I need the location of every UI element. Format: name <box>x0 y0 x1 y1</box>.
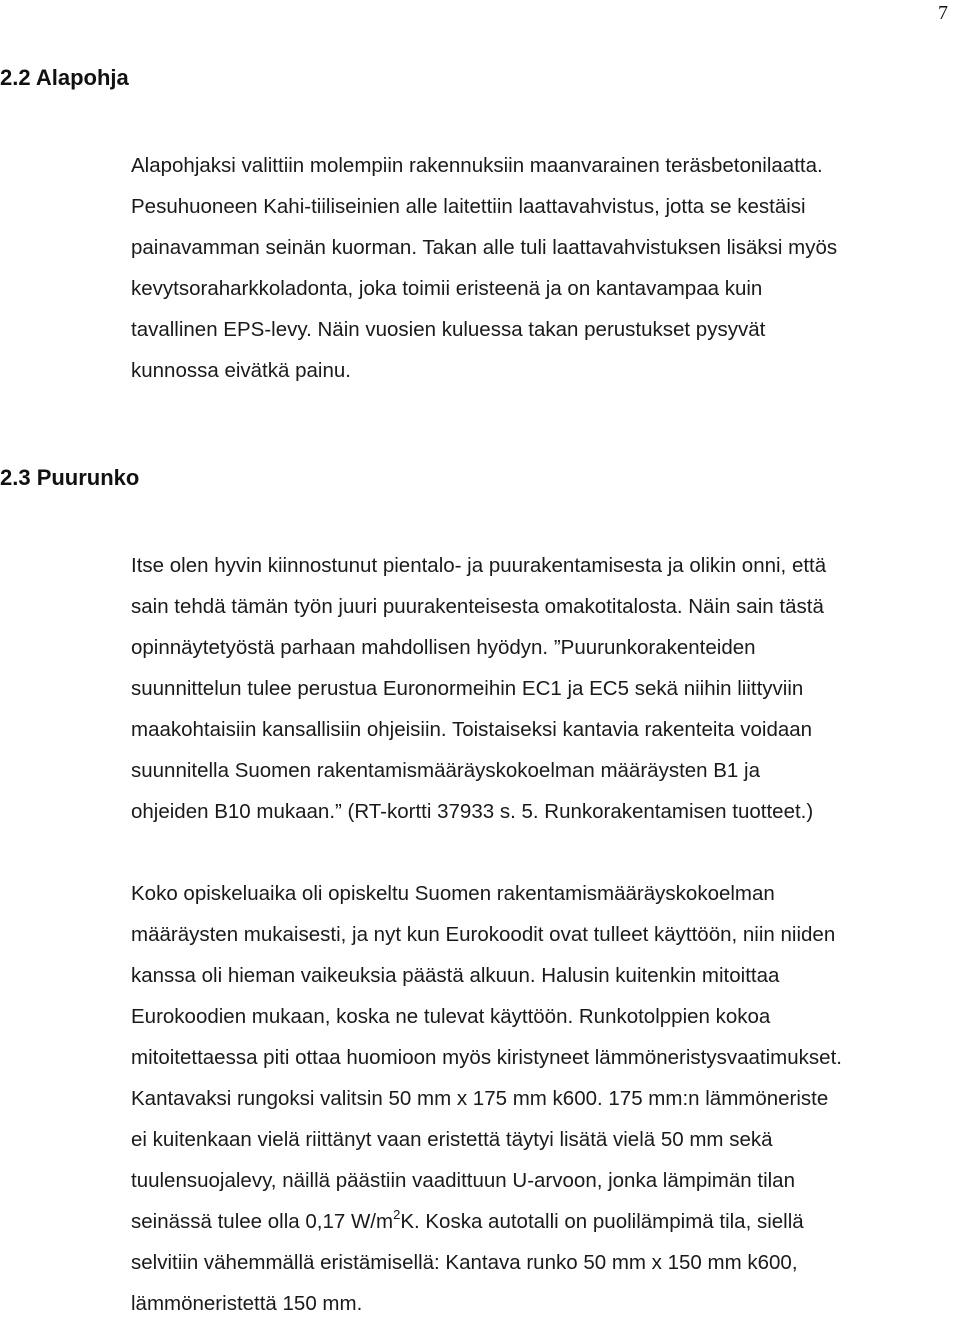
text-line: maakohtaisiin kansallisiin ohjeisiin. Toistaiseksi kantavia rakenteita voidaan <box>131 718 813 741</box>
text-line: suunnitella Suomen rakentamismääräyskokoelman määräysten B1 ja <box>131 759 760 782</box>
paragraph-puurunko-intro <box>131 545 960 832</box>
superscript: 2 <box>393 1207 401 1222</box>
text-line: ohjeiden B10 mukaan.” (RT-kortti 37933 s. 5. Runkorakentamisen tuotteet.) <box>131 800 814 823</box>
section-heading-puurunko: 2.3 Puurunko <box>0 465 140 490</box>
text-line: Koko opiskeluaika oli opiskeltu Suomen rakentamismääräyskokoelman <box>131 882 775 905</box>
text-line: Kantavaksi rungoksi valitsin 50 mm x 175 mm k600. 175 mm:n lämmöneriste <box>131 1087 829 1110</box>
text-line: tavallinen EPS-levy. Näin vuosien kuluessa takan perustukset pysyvät <box>131 318 766 341</box>
text-line: painavamman seinän kuorman. Takan alle tuli laattavahvistuksen lisäksi myös <box>131 236 838 259</box>
text-line: suunnittelun tulee perustua Euronormeihin EC1 ja EC5 sekä niihin liittyviin <box>131 677 804 700</box>
text-line: Pesuhuoneen Kahi-tiiliseinien alle laitettiin laattavahvistus, jotta se kestäisi <box>131 195 806 218</box>
text-line: kevytsoraharkkoladonta, joka toimii eristeenä ja on kantavampaa kuin <box>131 277 763 300</box>
text-line: lämmöneristettä 150 mm. <box>131 1292 363 1315</box>
text-line: kunnossa eivätkä painu. <box>131 359 351 382</box>
text-line: Itse olen hyvin kiinnostunut pientalo- ja puurakentamisesta ja olikin onni, että <box>131 554 827 577</box>
paragraph-alapohja <box>131 145 960 391</box>
text-line: sain tehdä tämän työn juuri puurakenteisesta omakotitalosta. Näin sain tästä <box>131 595 824 618</box>
paragraph-puurunko-eurokoodit <box>131 873 960 1324</box>
text-line: mitoitettaessa piti ottaa huomioon myös kiristyneet lämmöneristysvaatimukset. <box>131 1046 842 1069</box>
text-line: opinnäytetyöstä parhaan mahdollisen hyödyn. ”Puurunkorakenteiden <box>131 636 756 659</box>
text-line: Alapohjaksi valittiin molempiin rakennuksiin maanvarainen teräsbetonilaatta. <box>131 154 823 177</box>
text-fragment: seinässä tulee olla 0,17 W/m <box>131 1210 394 1233</box>
page-number: 7 <box>938 2 948 24</box>
text-line: ei kuitenkaan vielä riittänyt vaan eristettä täytyi lisätä vielä 50 mm sekä <box>131 1128 773 1151</box>
section-heading-alapohja: 2.2 Alapohja <box>0 65 129 90</box>
text-line: määräysten mukaisesti, ja nyt kun Eurokoodit ovat tulleet käyttöön, niin niiden <box>131 923 836 946</box>
text-line-with-superscript <box>131 1201 960 1242</box>
text-fragment: K. Koska autotalli on puolilämpimä tila, siellä <box>400 1210 804 1233</box>
text-line: kanssa oli hieman vaikeuksia päästä alkuun. Halusin kuitenkin mitoittaa <box>131 964 780 987</box>
text-line: tuulensuojalevy, näillä päästiin vaadittuun U-arvoon, jonka lämpimän tilan <box>131 1169 795 1192</box>
text-line: Eurokoodien mukaan, koska ne tulevat käyttöön. Runkotolppien kokoa <box>131 1005 771 1028</box>
text-line: selvitiin vähemmällä eristämisellä: Kantava runko 50 mm x 150 mm k600, <box>131 1251 798 1274</box>
